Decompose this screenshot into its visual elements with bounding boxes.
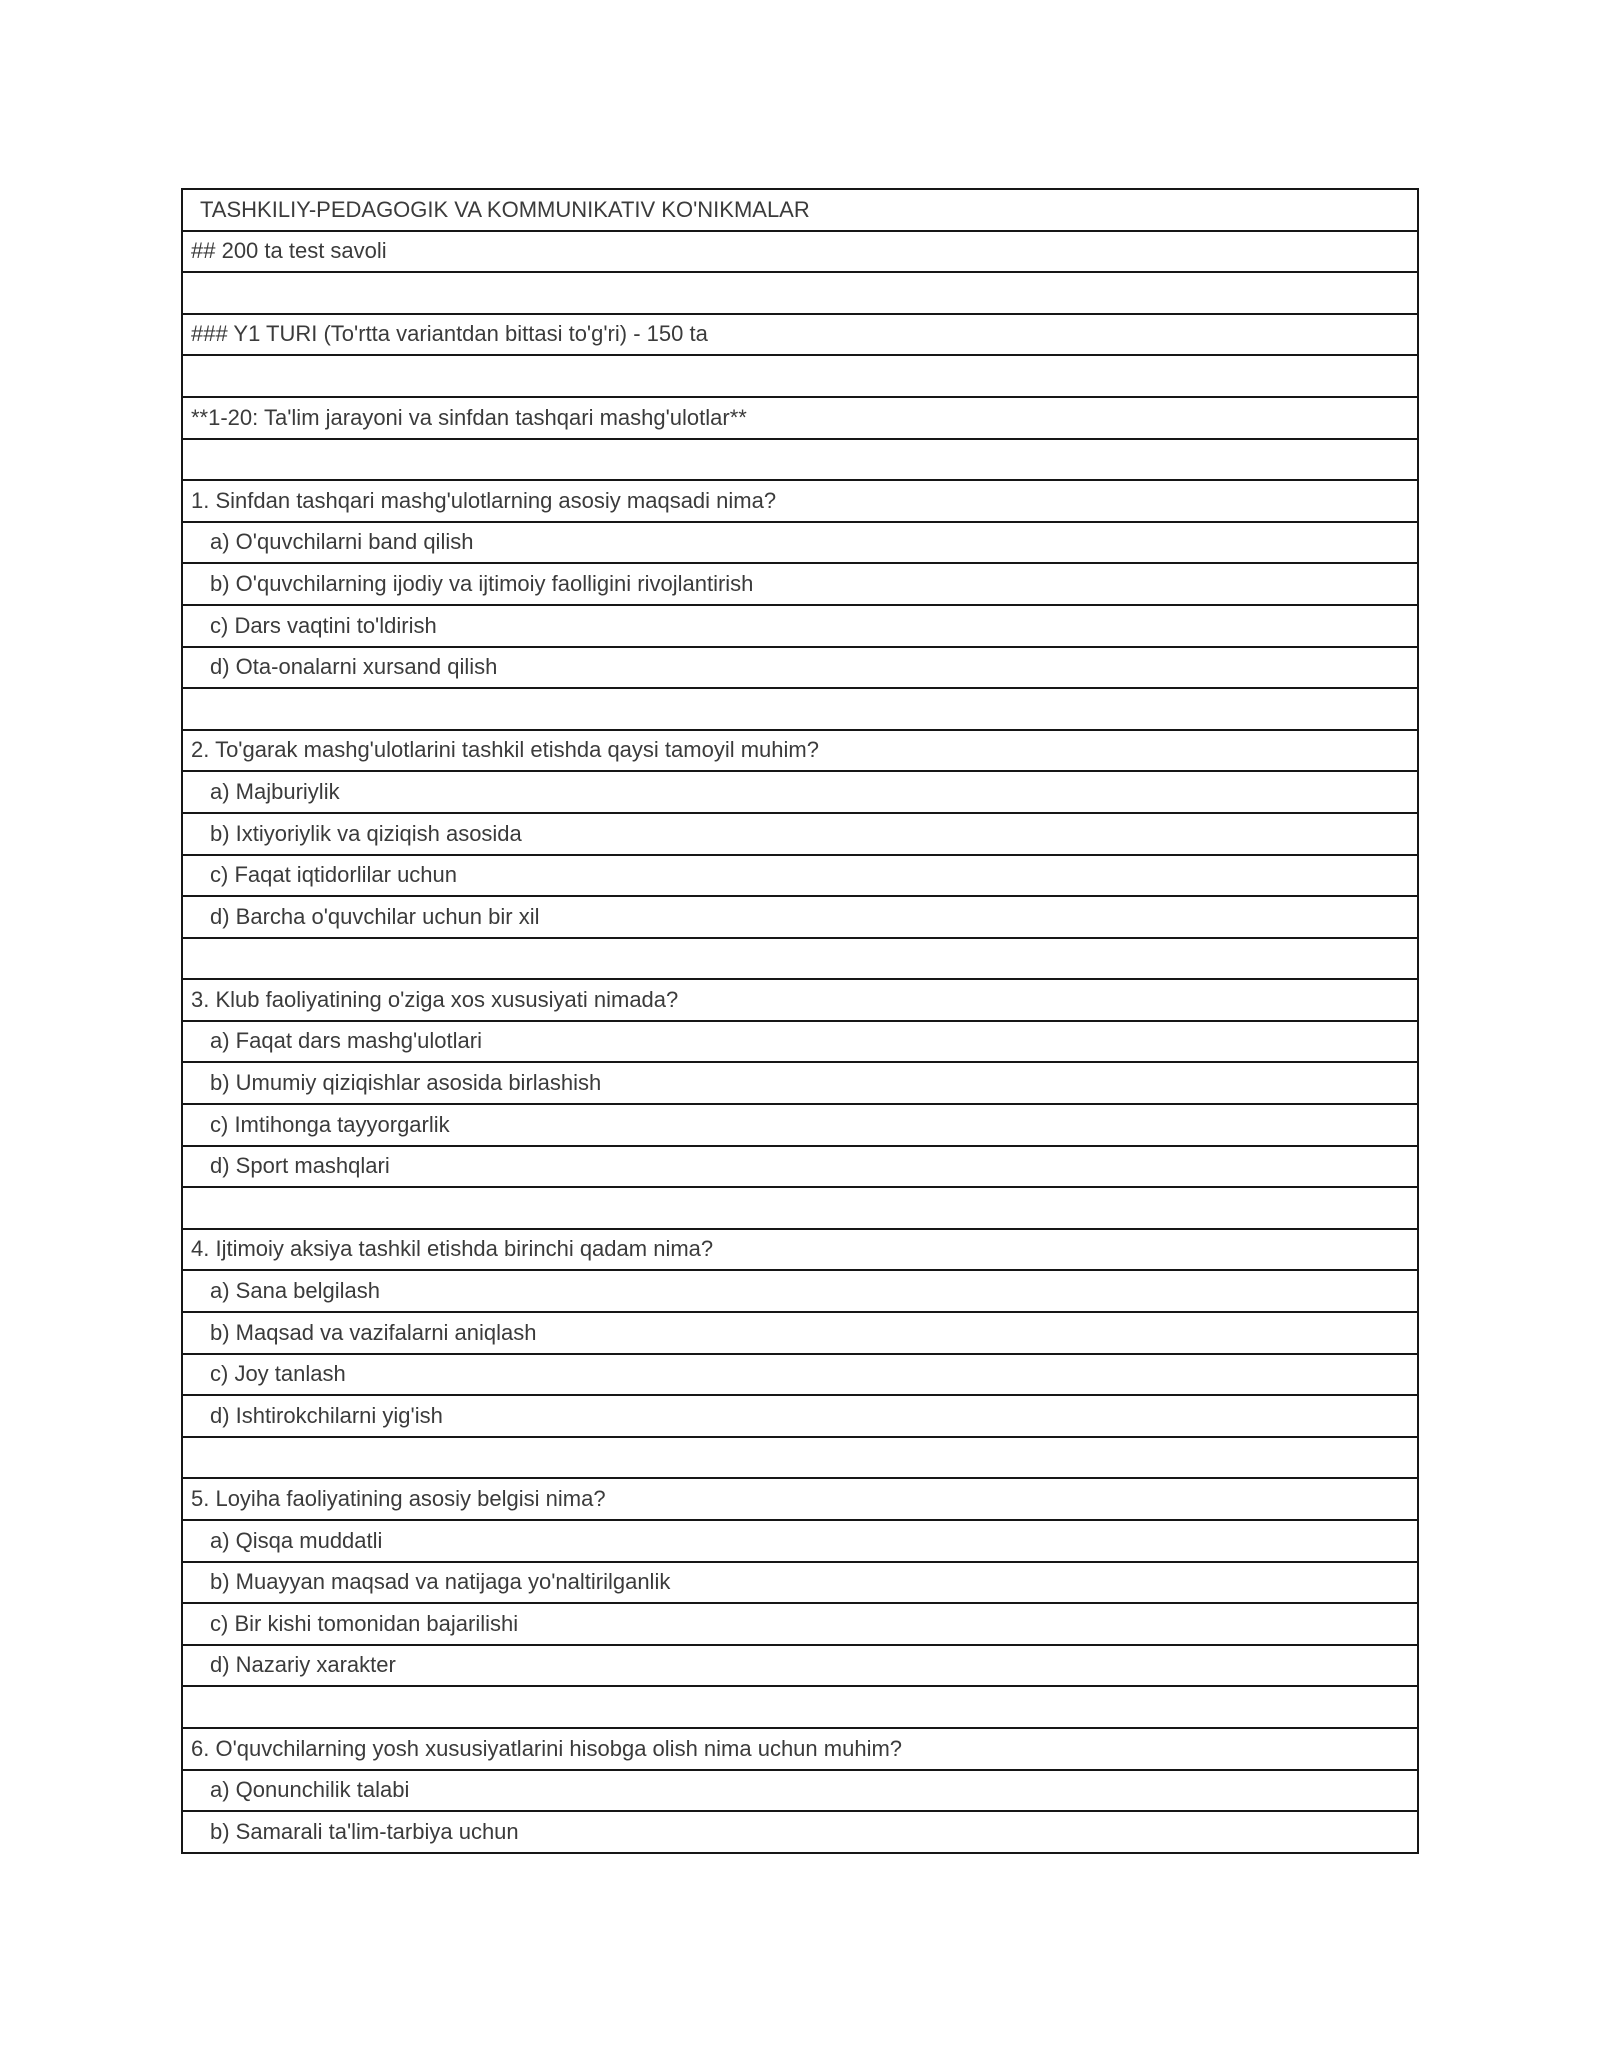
row-text: a) Faqat dars mashg'ulotlari bbox=[210, 1028, 482, 1054]
row-text: d) Nazariy xarakter bbox=[210, 1652, 396, 1678]
row-text: d) Barcha o'quvchilar uchun bir xil bbox=[210, 903, 540, 929]
table-row bbox=[183, 1271, 1417, 1313]
table-row bbox=[183, 440, 1417, 482]
row-text: a) Qisqa muddatli bbox=[210, 1527, 383, 1553]
questions-table bbox=[181, 188, 1419, 1854]
table-row bbox=[183, 1563, 1417, 1605]
row-text: c) Faqat iqtidorlilar uchun bbox=[210, 862, 458, 888]
row-text: 4. Ijtimoiy aksiya tashkil etishda birinchi qadam nima? bbox=[191, 1236, 714, 1262]
table-row bbox=[183, 1521, 1417, 1563]
table-row bbox=[183, 1687, 1417, 1729]
row-text: b) Muayyan maqsad va natijaga yo'naltirilganlik bbox=[210, 1569, 671, 1595]
table-row bbox=[183, 689, 1417, 731]
row-text: ### Y1 TURI (To'rtta variantdan bittasi to'g'ri) - 150 ta bbox=[191, 321, 708, 347]
table-row bbox=[183, 856, 1417, 898]
table-row bbox=[183, 1105, 1417, 1147]
row-text: TASHKILIY-PEDAGOGIK VA KOMMUNIKATIV KO'NIKMALAR bbox=[200, 196, 810, 222]
row-text: b) Umumiy qiziqishlar asosida birlashish bbox=[210, 1070, 602, 1096]
row-text: ## 200 ta test savoli bbox=[191, 238, 387, 264]
table-row bbox=[183, 897, 1417, 939]
table-row bbox=[183, 1438, 1417, 1480]
table-row bbox=[183, 1230, 1417, 1272]
table-row bbox=[183, 1313, 1417, 1355]
table-row bbox=[183, 190, 1417, 232]
table-row bbox=[183, 1396, 1417, 1438]
table-row bbox=[183, 648, 1417, 690]
table-row bbox=[183, 356, 1417, 398]
row-text: b) Ixtiyoriylik va qiziqish asosida bbox=[210, 820, 522, 846]
table-row bbox=[183, 1812, 1417, 1852]
table-row bbox=[183, 564, 1417, 606]
row-text: a) O'quvchilarni band qilish bbox=[210, 529, 474, 555]
table-row bbox=[183, 1479, 1417, 1521]
row-text: b) Maqsad va vazifalarni aniqlash bbox=[210, 1319, 537, 1345]
table-row bbox=[183, 523, 1417, 565]
row-text: b) Samarali ta'lim-tarbiya uchun bbox=[210, 1818, 519, 1844]
table-row bbox=[183, 814, 1417, 856]
table-row bbox=[183, 1022, 1417, 1064]
row-text: d) Ota-onalarni xursand qilish bbox=[210, 654, 498, 680]
table-row bbox=[183, 1188, 1417, 1230]
row-text: c) Dars vaqtini to'ldirish bbox=[210, 612, 437, 638]
row-text: c) Imtihonga tayyorgarlik bbox=[210, 1111, 450, 1137]
row-text: 2. To'garak mashg'ulotlarini tashkil etishda qaysi tamoyil muhim? bbox=[191, 737, 819, 763]
table-row bbox=[183, 731, 1417, 773]
row-text: d) Ishtirokchilarni yig'ish bbox=[210, 1402, 443, 1428]
table-row bbox=[183, 1604, 1417, 1646]
table-row bbox=[183, 980, 1417, 1022]
table-row bbox=[183, 273, 1417, 315]
row-text: 6. O'quvchilarning yosh xususiyatlarini hisobga olish nima uchun muhim? bbox=[191, 1735, 903, 1761]
row-text: c) Joy tanlash bbox=[210, 1361, 346, 1387]
table-row bbox=[183, 939, 1417, 981]
row-text: a) Sana belgilash bbox=[210, 1278, 381, 1304]
table-row bbox=[183, 398, 1417, 440]
table-row bbox=[183, 1355, 1417, 1397]
row-text: a) Majburiylik bbox=[210, 778, 340, 804]
row-text: **1-20: Ta'lim jarayoni va sinfdan tashqari mashg'ulotlar** bbox=[191, 404, 747, 430]
table-row bbox=[183, 232, 1417, 274]
table-row bbox=[183, 606, 1417, 648]
table-row bbox=[183, 1147, 1417, 1189]
table-row bbox=[183, 772, 1417, 814]
row-text: d) Sport mashqlari bbox=[210, 1153, 390, 1179]
row-text: b) O'quvchilarning ijodiy va ijtimoiy faolligini rivojlantirish bbox=[210, 570, 754, 596]
table-row bbox=[183, 315, 1417, 357]
table-row bbox=[183, 481, 1417, 523]
row-text: c) Bir kishi tomonidan bajarilishi bbox=[210, 1610, 519, 1636]
row-text: 5. Loyiha faoliyatining asosiy belgisi nima? bbox=[191, 1486, 606, 1511]
row-text: a) Qonunchilik talabi bbox=[210, 1777, 410, 1803]
table-row bbox=[183, 1063, 1417, 1105]
table-row bbox=[183, 1646, 1417, 1688]
row-text: 1. Sinfdan tashqari mashg'ulotlarning asosiy maqsadi nima? bbox=[191, 487, 777, 513]
row-text: 3. Klub faoliyatining o'ziga xos xususiyati nimada? bbox=[191, 986, 679, 1012]
table-row bbox=[183, 1729, 1417, 1771]
table-row bbox=[183, 1771, 1417, 1813]
